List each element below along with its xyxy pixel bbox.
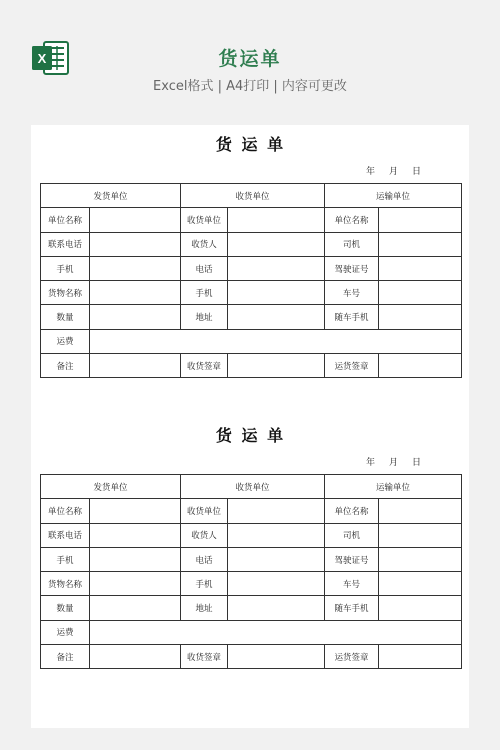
- table-row: [41, 547, 462, 571]
- label-cell: 司机: [325, 232, 379, 256]
- input-cell[interactable]: [90, 329, 462, 353]
- label-cell: 随车手机: [325, 596, 379, 620]
- input-cell[interactable]: [90, 596, 181, 620]
- table-row: [41, 305, 462, 329]
- input-cell[interactable]: [228, 305, 325, 329]
- table-row: [41, 256, 462, 280]
- label-cell: 地址: [181, 596, 228, 620]
- table-row: [41, 329, 462, 353]
- header-sender: 发货单位: [41, 475, 181, 499]
- header: [0, 0, 500, 120]
- input-cell[interactable]: [90, 208, 181, 232]
- input-cell[interactable]: [228, 256, 325, 280]
- input-cell[interactable]: [228, 572, 325, 596]
- input-cell[interactable]: [379, 354, 462, 378]
- input-cell[interactable]: [379, 208, 462, 232]
- label-cell: 联系电话: [41, 523, 90, 547]
- input-cell[interactable]: [228, 645, 325, 669]
- day-label: 日: [411, 167, 421, 177]
- label-cell: 联系电话: [41, 232, 90, 256]
- header-carrier: 运输单位: [325, 184, 462, 208]
- form-title: 货 运 单: [215, 135, 286, 154]
- form-title: 货 运 单: [215, 426, 286, 445]
- input-cell[interactable]: [379, 547, 462, 571]
- label-cell: 运费: [41, 329, 90, 353]
- month-label: 月: [388, 458, 398, 468]
- label-cell: 收货签章: [181, 645, 228, 669]
- day-label: 日: [411, 458, 421, 468]
- input-cell[interactable]: [228, 523, 325, 547]
- label-cell: 手机: [181, 572, 228, 596]
- table-header-row: [41, 184, 462, 208]
- input-cell[interactable]: [379, 232, 462, 256]
- app-title: 货运单: [218, 48, 282, 70]
- input-cell[interactable]: [90, 305, 181, 329]
- label-cell: 收货人: [181, 523, 228, 547]
- label-cell: 随车手机: [325, 305, 379, 329]
- table-row: [41, 596, 462, 620]
- input-cell[interactable]: [90, 620, 462, 644]
- waybill-table: [40, 474, 462, 669]
- label-cell: 驾驶证号: [325, 547, 379, 571]
- table-row: [41, 645, 462, 669]
- input-cell[interactable]: [379, 305, 462, 329]
- label-cell: 手机: [41, 256, 90, 280]
- table-row: [41, 572, 462, 596]
- label-cell: 运货签章: [325, 354, 379, 378]
- label-cell: 司机: [325, 523, 379, 547]
- table-row: [41, 354, 462, 378]
- label-cell: 备注: [41, 645, 90, 669]
- input-cell[interactable]: [379, 596, 462, 620]
- label-cell: 收货单位: [181, 499, 228, 523]
- input-cell[interactable]: [379, 523, 462, 547]
- table-row: [41, 620, 462, 644]
- header-sender: 发货单位: [41, 184, 181, 208]
- app-subtitle: Excel格式 | A4打印 | 内容可更改: [153, 79, 347, 94]
- label-cell: 单位名称: [325, 208, 379, 232]
- paper-sheet: [31, 125, 469, 728]
- date-line: [366, 164, 421, 177]
- year-label: 年: [365, 458, 375, 468]
- table-row: [41, 281, 462, 305]
- label-cell: 单位名称: [41, 499, 90, 523]
- header-receiver: 收货单位: [181, 184, 325, 208]
- label-cell: 数量: [41, 596, 90, 620]
- label-cell: 电话: [181, 256, 228, 280]
- label-cell: 数量: [41, 305, 90, 329]
- waybill-table: [40, 183, 462, 378]
- label-cell: 收货单位: [181, 208, 228, 232]
- input-cell[interactable]: [90, 354, 181, 378]
- label-cell: 车号: [325, 572, 379, 596]
- input-cell[interactable]: [379, 256, 462, 280]
- month-label: 月: [388, 167, 398, 177]
- input-cell[interactable]: [379, 645, 462, 669]
- input-cell[interactable]: [90, 645, 181, 669]
- year-label: 年: [365, 167, 375, 177]
- input-cell[interactable]: [90, 499, 181, 523]
- table-row: [41, 523, 462, 547]
- label-cell: 收货签章: [181, 354, 228, 378]
- input-cell[interactable]: [90, 572, 181, 596]
- label-cell: 电话: [181, 547, 228, 571]
- input-cell[interactable]: [228, 596, 325, 620]
- input-cell[interactable]: [90, 281, 181, 305]
- label-cell: 单位名称: [325, 499, 379, 523]
- label-cell: 地址: [181, 305, 228, 329]
- input-cell[interactable]: [379, 499, 462, 523]
- label-cell: 货物名称: [41, 281, 90, 305]
- input-cell[interactable]: [228, 547, 325, 571]
- input-cell[interactable]: [228, 281, 325, 305]
- label-cell: 手机: [41, 547, 90, 571]
- input-cell[interactable]: [228, 232, 325, 256]
- input-cell[interactable]: [90, 547, 181, 571]
- date-line: [366, 455, 421, 468]
- input-cell[interactable]: [90, 523, 181, 547]
- svg-text:X: X: [37, 51, 47, 66]
- table-row: [41, 208, 462, 232]
- header-receiver: 收货单位: [181, 475, 325, 499]
- label-cell: 车号: [325, 281, 379, 305]
- label-cell: 驾驶证号: [325, 256, 379, 280]
- input-cell[interactable]: [379, 281, 462, 305]
- label-cell: 单位名称: [41, 208, 90, 232]
- input-cell[interactable]: [228, 208, 325, 232]
- input-cell[interactable]: [90, 232, 181, 256]
- label-cell: 运费: [41, 620, 90, 644]
- label-cell: 收货人: [181, 232, 228, 256]
- header-carrier: 运输单位: [325, 475, 462, 499]
- input-cell[interactable]: [228, 499, 325, 523]
- label-cell: 运货签章: [325, 645, 379, 669]
- table-row: [41, 232, 462, 256]
- input-cell[interactable]: [90, 256, 181, 280]
- label-cell: 货物名称: [41, 572, 90, 596]
- input-cell[interactable]: [228, 354, 325, 378]
- label-cell: 备注: [41, 354, 90, 378]
- label-cell: 手机: [181, 281, 228, 305]
- input-cell[interactable]: [379, 572, 462, 596]
- table-header-row: [41, 475, 462, 499]
- table-row: [41, 499, 462, 523]
